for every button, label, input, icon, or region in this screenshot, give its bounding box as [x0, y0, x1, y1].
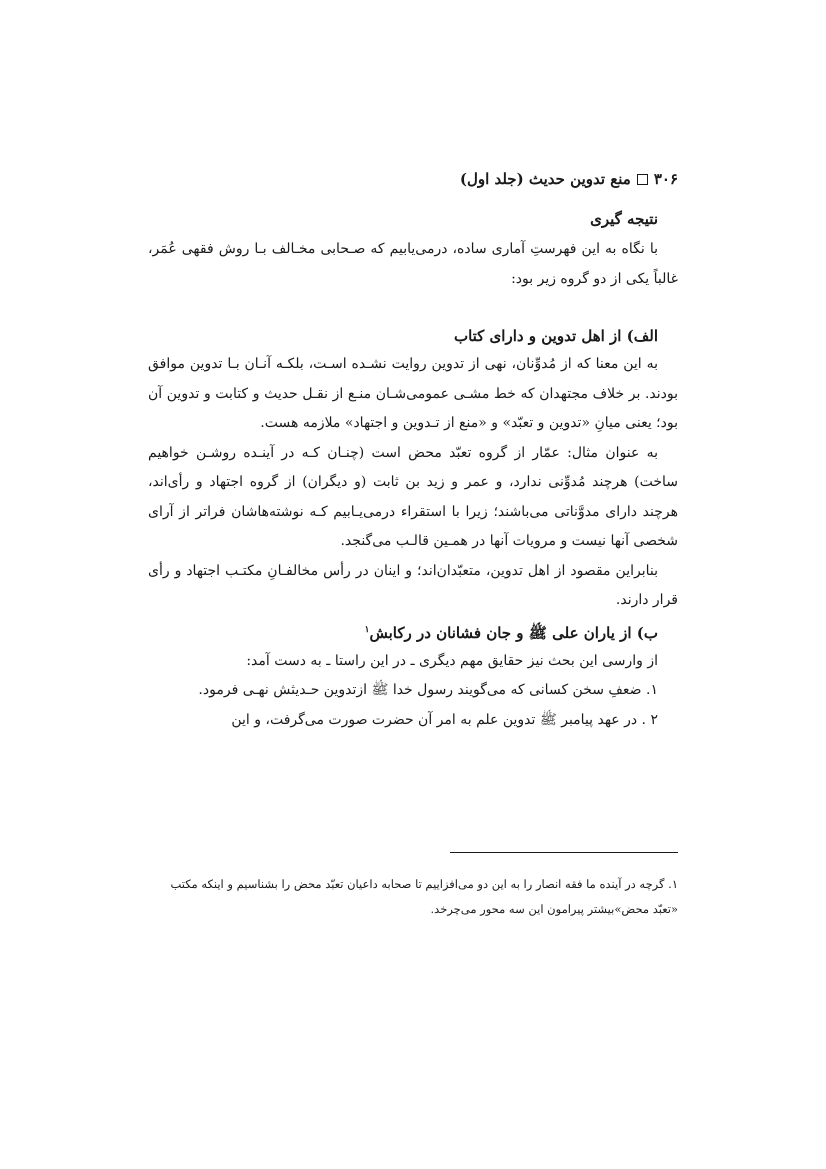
list-item: ۲ . در عهد پیامبر ﷺ تدوین علم به امر آن حضرت صورت می‌گرفت، و این	[231, 711, 658, 728]
section-b-intro: از وارسی این بحث نیز حقایق مهم دیگری ـ در این راستا ـ به دست آمد:	[246, 652, 658, 669]
footnote-marker: ۱	[364, 624, 370, 635]
footnote-text: ۱. گرچه در آینده ما فقه انصار را به این دو می‌افزاییم تا صحابه داعیان تعبّد محض را بشناسیم و اینکه مکتب «تعبّد محض»بیشتر پیرامون این سه محور می‌چرخد.	[170, 877, 678, 916]
section-b-title-line	[148, 616, 678, 647]
page-number: ۳۰۶	[653, 170, 678, 188]
running-header	[148, 170, 678, 188]
list-item: ۱. ضعفِ سخن کسانی که می‌گویند رسول خدا ﷺ ازتدوین حـدیثش نهـی فرمود.	[198, 682, 658, 698]
section-a-paragraph: به این معنا که از مُدوِّنان، نهی از تدوین روایت نشـده اسـت، بلکـه آنـان بـا تدوین موافق بودند. بر خلاف مجتهدان که خط مشـی عمومی‌شـان منـع از نقـل حدیث و کتابت و تدوین آن بود؛ یعنی میانِ «تدوین و تعبّد» و «منع از تـدوین و اجتهاد» ملازمه هست.	[148, 356, 678, 431]
section-a-paragraph: به عنوان مثال: عمّار از گروه تعبّد محض است (چنـان کـه در آینـده روشـن خواهیم ساخت) هرچند مُدوِّنی ندارد، و عمر و زید بن ثابت (و دیگران) از گروه اجتهاد و رأی‌اند، هرچند دارای مدوَّناتی می‌باشند؛ زیرا با استقراء درمی‌یـابیم کـه نوشته‌هاشان فراتر از آرای شخصی آنها نیست و مرویات آنها در همـین قالـب می‌گنجد.	[148, 444, 678, 549]
section-a-title: الف) از اهل تدوین و دارای کتاب	[453, 327, 658, 345]
main-text	[148, 205, 678, 735]
section-conclusion-title: نتیجه گیری	[590, 210, 658, 228]
section-a-paragraph: بنابراین مقصود از اهل تدوین، متعبّدان‌اند؛ و اینان در رأس مخالفـانِ مکتـب اجتهاد و رأی قرار دارند.	[148, 562, 678, 608]
book-title: منع تدوین حدیث (جلد اول)	[459, 170, 631, 188]
conclusion-intro: با نگاه به این فهرستِ آماری ساده، درمی‌یابیم که صـحابی مخـالف بـا روش فقهی عُمَر، غالباً یکی از دو گروه زیر بود:	[148, 241, 678, 287]
footnote-divider	[450, 852, 678, 853]
header-box-icon	[637, 174, 648, 185]
section-b-title: ب) از یاران علی ﷺ و جان فشانان در رکابش	[369, 623, 658, 642]
